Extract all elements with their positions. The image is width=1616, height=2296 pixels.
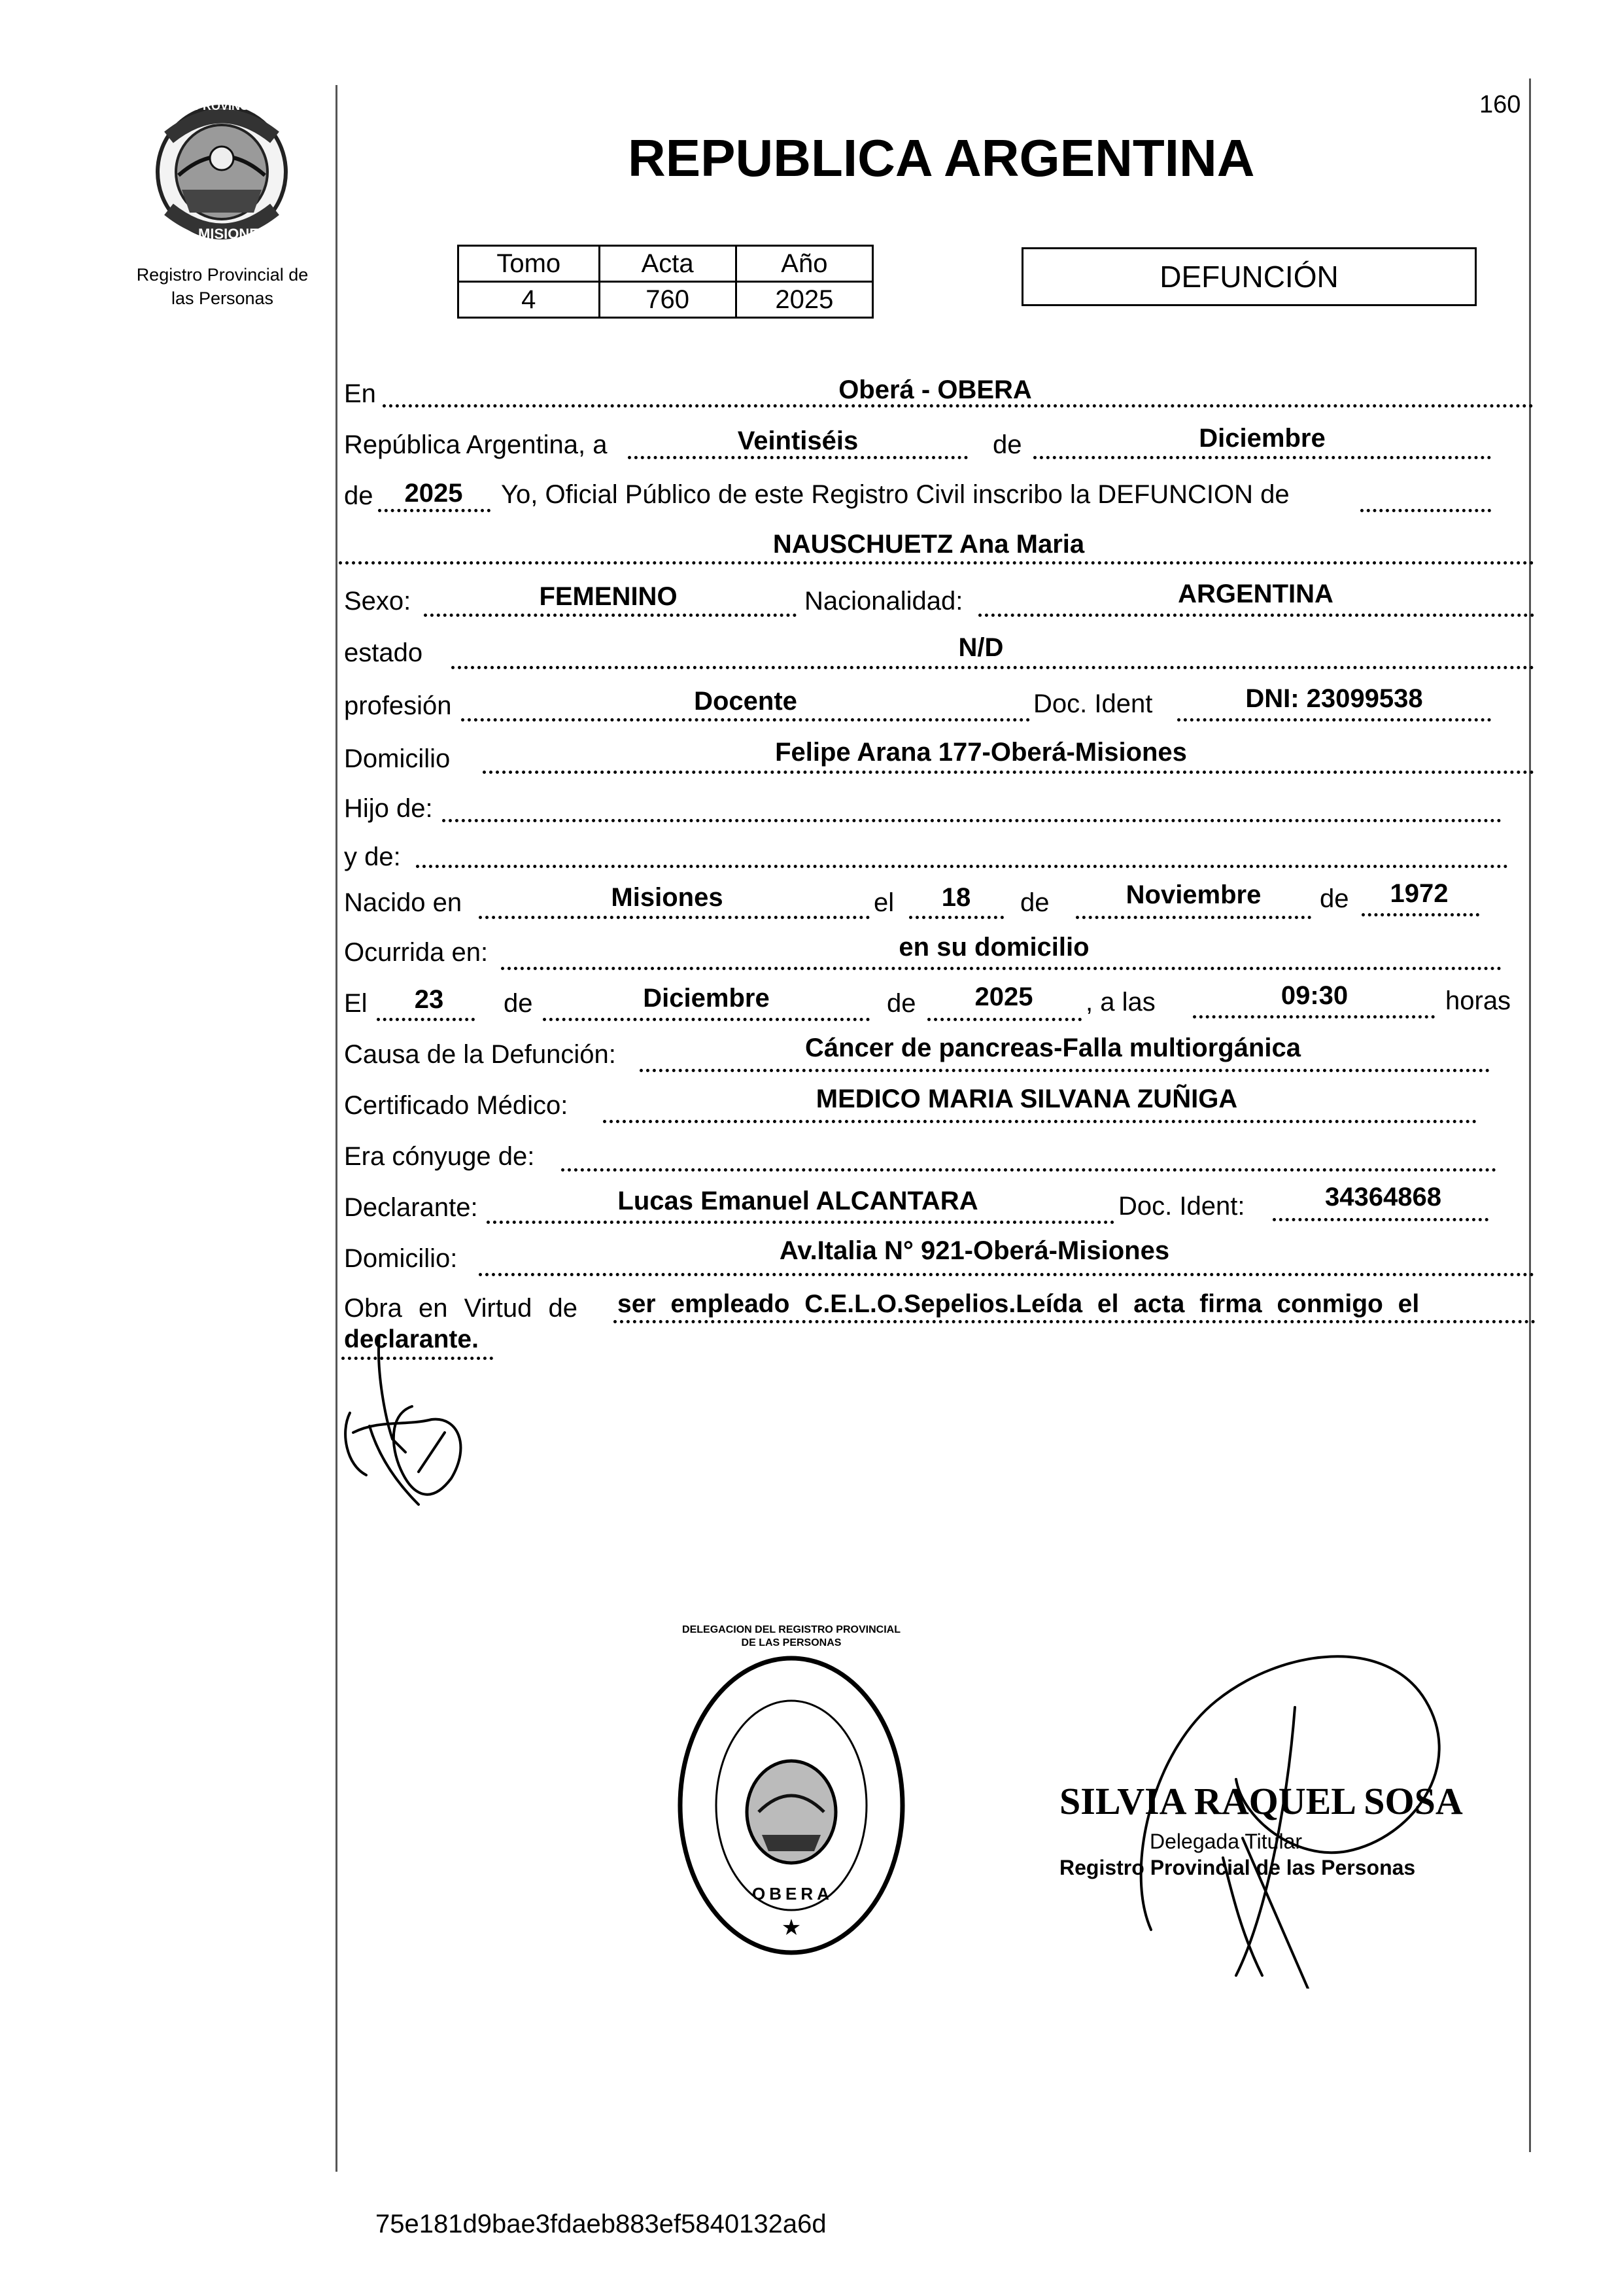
official-role: Delegada Titular (1150, 1830, 1303, 1853)
registry-stamp (674, 1624, 909, 1962)
sexo-value: FEMENINO (539, 582, 678, 611)
document-type-box (1022, 247, 1477, 306)
fallec-anio-value: 2025 (974, 983, 1033, 1011)
nombre-value: NAUSCHUETZ Ana Maria (772, 530, 1085, 559)
causa-value: Cáncer de pancreas-Falla multiorgánica (804, 1034, 1301, 1062)
acta-header: Acta (599, 246, 736, 282)
causa-dots (640, 1069, 1490, 1072)
handwritten-signature-icon (340, 1334, 477, 1511)
lugar-value: Oberá - OBERA (838, 375, 1032, 404)
doc-ident-dots (1177, 718, 1491, 722)
nacido-label: Nacido en (344, 888, 462, 917)
de-label-4: de (1320, 884, 1349, 913)
svg-text:★: ★ (781, 1915, 802, 1941)
profesion-label: profesión (344, 691, 452, 720)
de-label-5: de (504, 989, 533, 1018)
nacido-dia-dots (909, 916, 1004, 919)
horas-label: horas (1445, 986, 1511, 1015)
tomo-header: Tomo (458, 246, 600, 282)
nacionalidad-label: Nacionalidad: (804, 587, 963, 616)
dia-value: Veintiséis (737, 426, 859, 455)
causa-label: Causa de la Defunción: (344, 1040, 616, 1069)
fallec-anio-dots (927, 1018, 1082, 1021)
nacido-anio-value: 1972 (1390, 879, 1449, 908)
official-office: Registro Provincial de las Personas (1059, 1856, 1416, 1879)
logo-caption-line2: las Personas (171, 288, 274, 308)
doc-ident2-label: Doc. Ident: (1118, 1192, 1245, 1221)
de-label-1: de (993, 430, 1022, 459)
sexo-dots (424, 614, 797, 617)
registry-seal-icon (674, 1648, 909, 1962)
ocurrida-dots (501, 967, 1502, 970)
anio-value-form: 2025 (404, 479, 463, 508)
domicilio2-value: Av.Italia N° 921-Oberá-Misiones (779, 1236, 1170, 1265)
conyuge-dots (561, 1168, 1496, 1172)
anio-value: 2025 (736, 282, 872, 318)
stamp-ring-text: DELEGACION DEL REGISTRO PROVINCIAL DE LAS PERSONAS (682, 1624, 901, 1648)
profesion-dots (461, 718, 1030, 722)
yde-label: y de: (344, 843, 401, 871)
doc-ident-value: DNI: 23099538 (1245, 684, 1423, 713)
estado-value: N/D (958, 633, 1004, 662)
el-label: el (874, 888, 895, 917)
stamp-bottom-text: OBERA (752, 1884, 833, 1904)
left-margin-line (335, 85, 337, 2172)
page-title: REPUBLICA ARGENTINA (628, 129, 1255, 187)
certificado-value: MEDICO MARIA SILVANA ZUÑIGA (816, 1085, 1238, 1113)
anio-header: Año (736, 246, 872, 282)
nacido-lugar-dots (479, 916, 870, 919)
hora-dots (1193, 1015, 1435, 1018)
nacido-anio-dots (1362, 913, 1479, 916)
yde-dots (416, 865, 1508, 868)
acta-value: 760 (599, 282, 736, 318)
fallec-mes-value: Diciembre (643, 984, 770, 1013)
nacido-lugar-value: Misiones (611, 883, 723, 912)
republica-label: República Argentina, a (344, 430, 608, 459)
anio-dots (378, 509, 490, 512)
certificado-label: Certificado Médico: (344, 1091, 568, 1120)
logo-name-text: MISIONES (198, 226, 269, 242)
hora-value: 09:30 (1281, 981, 1349, 1010)
misiones-coat-of-arms-icon (149, 98, 294, 246)
nacido-mes-dots (1076, 916, 1311, 919)
official-name: SILVIA RAQUEL SOSA (1059, 1780, 1463, 1822)
estado-label: estado (344, 638, 423, 667)
ocurrida-value: en su domicilio (899, 933, 1090, 962)
certificado-dots (603, 1120, 1477, 1123)
doc-ident2-dots (1273, 1218, 1488, 1221)
doc-ident-label: Doc. Ident (1033, 689, 1153, 718)
oficial-dots (1360, 509, 1491, 512)
profesion-value: Docente (694, 687, 797, 716)
nombre-dots (339, 561, 1534, 565)
nacido-dia-value: 18 (941, 883, 971, 912)
obra-label: Obra en Virtud de (344, 1294, 578, 1323)
conyuge-label: Era cónyuge de: (344, 1142, 535, 1171)
logo-caption-line1: Registro Provincial de (136, 265, 309, 285)
logo-province-text: PROVINCIA DE (195, 99, 280, 113)
obra-dots (613, 1320, 1536, 1323)
document-type: DEFUNCIÓN (1160, 260, 1339, 294)
sexo-label: Sexo: (344, 587, 411, 616)
oficial-text: Yo, Oficial Público de este Registro Civil inscribo la DEFUNCION de (501, 480, 1290, 509)
document-hash: 75e181d9bae3fdaeb883ef5840132a6d (375, 2210, 827, 2238)
hijo-dots (442, 819, 1502, 822)
page-number: 160 (1479, 91, 1521, 118)
domicilio-dots (483, 771, 1534, 774)
de-label-6: de (887, 989, 916, 1018)
doc-ident2-value: 34364868 (1325, 1183, 1441, 1211)
de-label-3: de (1020, 888, 1050, 917)
de-label-2: de (344, 481, 373, 510)
domicilio-value: Felipe Arana 177-Oberá-Misiones (775, 738, 1187, 767)
hijo-label: Hijo de: (344, 794, 433, 823)
en-label: En (344, 379, 376, 408)
right-margin-line (1529, 78, 1531, 2152)
fallec-dia-dots (377, 1018, 475, 1021)
fallec-mes-dots (543, 1018, 870, 1021)
el-cap-label: El (344, 989, 368, 1018)
mes-dots (1033, 456, 1491, 459)
domicilio2-label: Domicilio: (344, 1244, 458, 1273)
nacionalidad-dots (978, 614, 1534, 617)
obra-line2: declarante. (344, 1325, 479, 1353)
obra-line1: ser empleado C.E.L.O.Sepelios.Leída el acta firma conmigo el (617, 1290, 1420, 1318)
estado-dots (451, 666, 1534, 669)
record-table (457, 245, 874, 319)
declarante-value: Lucas Emanuel ALCANTARA (617, 1187, 978, 1215)
tomo-value: 4 (458, 282, 600, 318)
domicilio2-dots (479, 1273, 1534, 1276)
mes-value: Diciembre (1199, 424, 1326, 453)
province-logo (149, 98, 294, 246)
nacionalidad-value: ARGENTINA (1178, 580, 1333, 608)
fallec-dia-value: 23 (414, 985, 444, 1014)
declarante-label: Declarante: (344, 1193, 478, 1222)
alas-label: , a las (1086, 988, 1156, 1017)
domicilio-label: Domicilio (344, 744, 451, 773)
ocurrida-label: Ocurrida en: (344, 938, 489, 967)
nacido-mes-value: Noviembre (1126, 880, 1262, 909)
declarant-signature (340, 1334, 477, 1511)
declarante-dots (487, 1221, 1114, 1224)
